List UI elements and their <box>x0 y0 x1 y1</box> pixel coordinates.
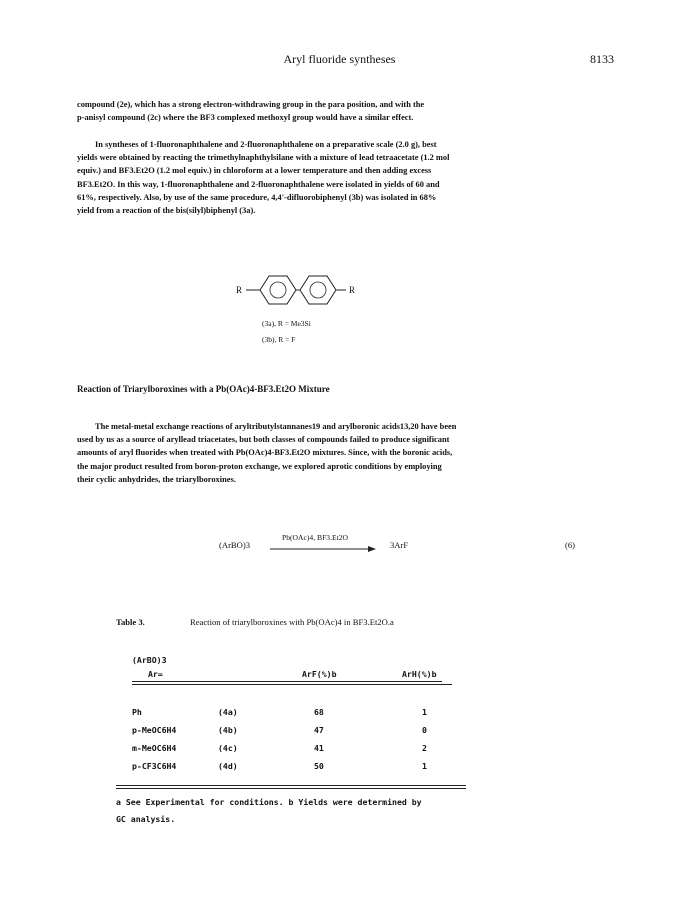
table-bottom-rule <box>116 785 466 786</box>
equation-number: (6) <box>565 540 576 550</box>
table-cell-arf: 47 <box>314 725 324 735</box>
paragraph-2 <box>77 138 599 217</box>
paragraph-2-line: equiv.) and BF3.Et2O (1.2 mol equiv.) in chloroform at a lower temperature and then adding excess <box>77 166 432 176</box>
paragraph-2-line: yield from a reaction of the bis(silyl)biphenyl (3a). <box>77 206 256 216</box>
paragraph-3-line: the major product resulted from boron-proton exchange, we explored aprotic conditions by employing <box>77 461 442 471</box>
paragraph-1-line-2: p-anisyl compound (2c) where the BF3 complexed methoxyl group would have a similar effect. <box>77 113 414 123</box>
table-cell-arh: 1 <box>422 761 427 771</box>
paragraph-3-line: amounts of aryl fluorides when treated with Pb(OAc)4-BF3.Et2O mixtures. Since, with the boronic acids, <box>77 448 453 458</box>
paragraph-1-line-1: compound (2e), which has a strong electron-withdrawing group in the para position, and with the <box>77 100 425 109</box>
table-caption: Reaction of triarylboroxines with Pb(OAc)4 in BF3.Et2O.a <box>190 617 394 627</box>
table-cell-arf: 50 <box>314 761 324 771</box>
paragraph-3-line: used by us as a source of aryllead triacetates, but both classes of compounds failed to produce significant <box>77 435 450 445</box>
paragraph-3-line: their cyclic anhydrides, the triarylboroxines. <box>77 474 236 484</box>
structure-caption-3b: (3b), R = F <box>262 335 296 344</box>
table-cell-id: (4d) <box>218 761 238 771</box>
structure-right-label: R <box>349 285 356 295</box>
table-bottom-rule <box>116 788 466 789</box>
table-cell-id: (4b) <box>218 725 238 735</box>
paragraph-1 <box>77 98 599 124</box>
table-group-header: (ArBO)3 <box>132 655 167 665</box>
equation-product: 3ArF <box>390 540 409 550</box>
table-cell-arh: 0 <box>422 725 427 735</box>
section-heading: Reaction of Triarylboroxines with a Pb(OAc)4-BF3.Et2O Mixture <box>77 384 330 394</box>
paragraph-3-line: The metal-metal exchange reactions of aryltributylstannanes19 and arylboronic acids13,20 have been <box>95 422 457 431</box>
table-cell-ar: p-MeOC6H4 <box>132 725 177 735</box>
equation-reagents: Pb(OAc)4, BF3.Et2O <box>282 533 349 542</box>
table-cell-arh: 1 <box>422 707 427 717</box>
column-header-arf: ArF(%)b <box>302 669 337 679</box>
table-cell-arh: 2 <box>422 743 427 753</box>
structure-caption-3a: (3a), R = Me3Si <box>262 319 311 328</box>
table-label: Table 3. <box>116 617 145 627</box>
paragraph-2-line: BF3.Et2O. In this way, 1-fluoronaphthalene and 2-fluoronaphthalene were isolated in yields of 60 and <box>77 179 440 189</box>
paragraph-3 <box>77 420 599 486</box>
table-header-rule <box>132 684 452 685</box>
paragraph-2-line: In syntheses of 1-fluoronaphthalene and 2-fluoronaphthalene on a preparative scale (2.0 g), best <box>95 140 437 149</box>
table-footnote-line-1: a See Experimental for conditions. b Yields were determined by <box>116 797 422 807</box>
table-cell-id: (4c) <box>218 743 238 753</box>
table-cell-arf: 68 <box>314 707 324 717</box>
table-cell-ar: p-CF3C6H4 <box>132 761 177 771</box>
column-header-arh: ArH(%)b <box>402 669 437 679</box>
paragraph-2-line: 61%, respectively. Also, by use of the same procedure, 4,4'-difluorobiphenyl (3b) was isolated in 68% <box>77 192 437 202</box>
page-number: 8133 <box>590 52 614 66</box>
paragraph-2-line: yields were obtained by reacting the trimethylnaphthylsilane with a mixture of lead tetraacetate (1.2 mol <box>77 153 450 163</box>
equation-reactant: (ArBO)3 <box>219 540 251 550</box>
table-cell-ar: m-MeOC6H4 <box>132 743 177 753</box>
table-footnote-line-2: GC analysis. <box>116 814 176 824</box>
structure-left-label: R <box>236 285 243 295</box>
table-header-rule <box>132 681 442 682</box>
column-header-ar: Ar= <box>148 669 163 679</box>
table-cell-ar: Ph <box>132 707 142 717</box>
running-head-title: Aryl fluoride syntheses <box>283 52 396 66</box>
table-cell-arf: 41 <box>314 743 324 753</box>
table-cell-id: (4a) <box>218 707 238 717</box>
reaction-arrow-icon <box>270 545 376 553</box>
biphenyl-structure <box>246 272 346 308</box>
